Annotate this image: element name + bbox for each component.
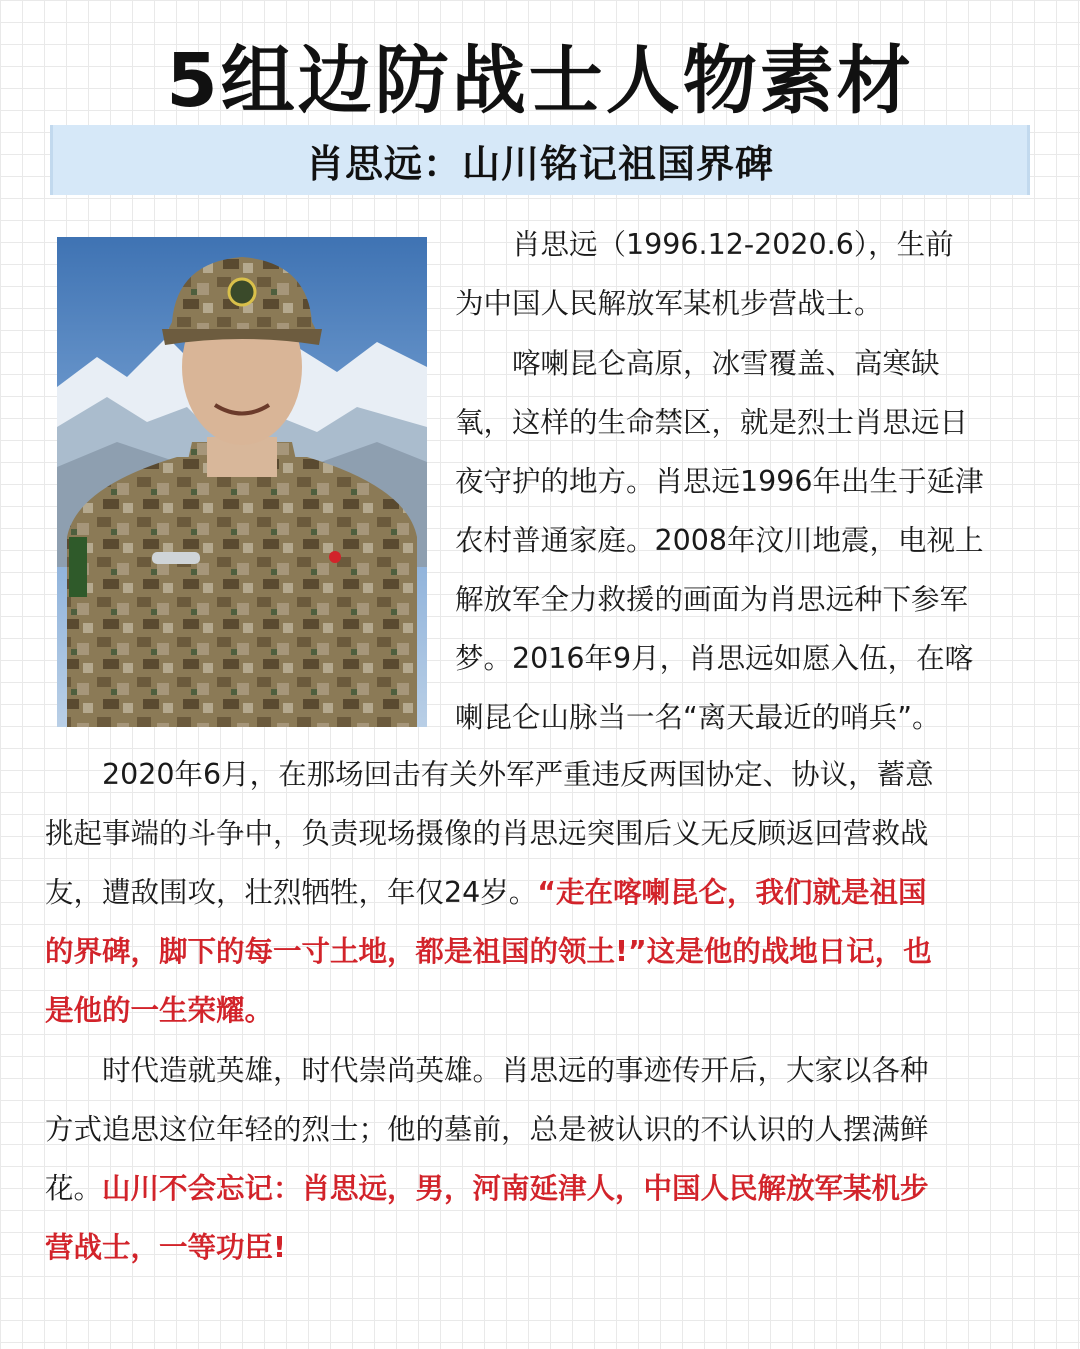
text-line: 为中国人民解放军某机步营战士。 [455,287,883,320]
subtitle: 肖思远：山川铭记祖国界碑 [305,140,774,186]
soldier-portrait [57,237,427,727]
diary-quote: 是他的一生荣耀。 [45,994,274,1027]
text-line [45,863,934,922]
subtitle-banner [50,125,1030,195]
text-line: 喀喇昆仑高原，冰雪覆盖、高寒缺 [455,347,940,380]
text-line [45,1159,929,1218]
text-line: 梦。2016年9月，肖思远如愿入伍，在喀 [455,642,974,675]
text-line: 挑起事端的斗争中，负责现场摄像的肖思远突围后义无反顾返回营救战 [45,817,929,850]
sacrifice-paragraph [45,745,934,1040]
text-segment: 友，遭敌围攻，壮烈牺牲，年仅24岁。 [45,876,538,909]
honor-statement: 山川不会忘记：肖思远，男，河南延津人，中国人民解放军某机步 [102,1172,929,1205]
diary-quote: “走在喀喇昆仑，我们就是祖国 [537,876,927,909]
text-line: 喇昆仑山脉当一名“离天最近的哨兵”。 [455,701,941,734]
text-segment: 花。 [45,1172,103,1205]
text-line: 农村普通家庭。2008年汶川地震，电视上 [455,524,984,557]
page-title: 5组边防战士人物素材 [166,38,914,124]
text-line: 2020年6月，在那场回击有关外军严重违反两国协定、协议，蓄意 [45,758,934,791]
diary-quote: 的界碑，脚下的每一寸土地，都是祖国的领土!”这是他的战地日记，也 [45,935,932,968]
text-line: 肖思远（1996.12-2020.6），生前 [455,228,954,261]
intro-paragraph [455,215,954,333]
background-paragraph [455,334,984,747]
memorial-paragraph [45,1041,929,1277]
text-line: 夜守护的地方。肖思远1996年出生于延津 [455,465,984,498]
text-line: 方式追思这位年轻的烈士；他的墓前，总是被认识的不认识的人摆满鲜 [45,1113,929,1146]
text-line: 氧，这样的生命禁区，就是烈士肖思远日 [455,406,969,439]
text-line: 时代造就英雄，时代崇尚英雄。肖思远的事迹传开后，大家以各种 [45,1054,929,1087]
honor-statement: 营战士，一等功臣! [45,1231,286,1264]
text-line: 解放军全力救援的画面为肖思远种下参军 [455,583,969,616]
